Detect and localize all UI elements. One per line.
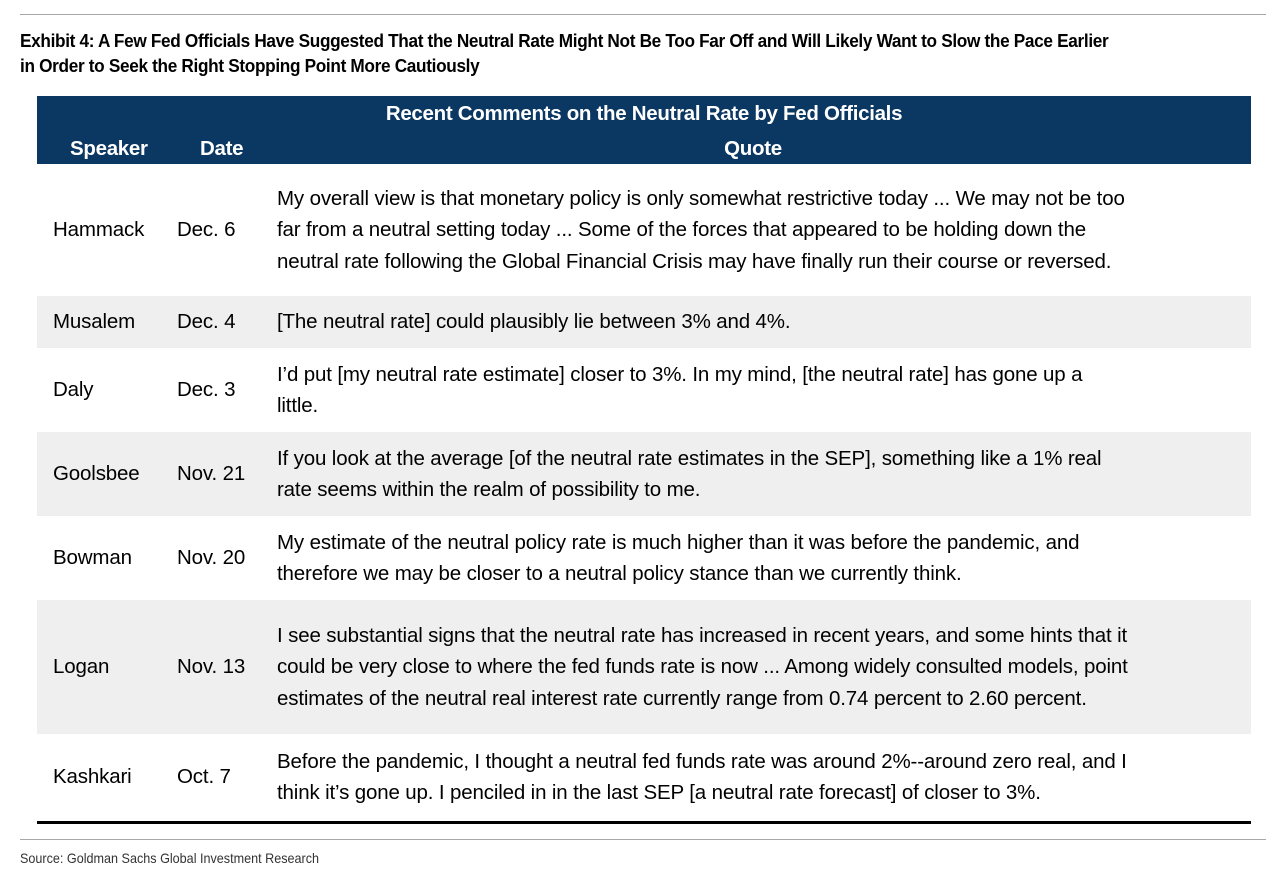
quote-line: Before the pandemic, I thought a neutral fed funds rate was around 2%--around zero real, and I [277, 749, 1127, 773]
quote-cell [277, 734, 1237, 820]
table-row [37, 600, 1251, 734]
quote-line: I’d put [my neutral rate estimate] closer to 3%. In my mind, [the neutral rate] has gone up a [277, 362, 1083, 386]
quote-line: far from a neutral setting today ... Some of the forces that appeared to be holding down the [277, 218, 1086, 242]
quote-line: little. [277, 394, 319, 417]
table-row [37, 164, 1251, 296]
date-cell: Dec. 6 [177, 218, 236, 242]
speaker-cell: Goolsbee [53, 462, 140, 486]
column-header-quote: Quote [724, 137, 782, 160]
quote-line: rate seems within the realm of possibility to me. [277, 478, 701, 501]
exhibit-title-line-1: Exhibit 4: A Few Fed Officials Have Suggested That the Neutral Rate Might Not Be Too Far Off and Will Likely Want to Slow the Pace Earlier [20, 30, 1109, 51]
quote-line: My estimate of the neutral policy rate is much higher than it was before the pandemic, and [277, 530, 1080, 554]
speaker-cell: Daly [53, 378, 94, 402]
exhibit-title [20, 28, 1183, 78]
quote-cell [277, 600, 1237, 734]
speaker-cell: Musalem [53, 310, 136, 334]
quote-cell [277, 164, 1237, 296]
column-header-speaker: Speaker [70, 137, 148, 160]
speaker-cell: Kashkari [53, 765, 132, 789]
exhibit-title-line-2: in Order to Seek the Right Stopping Point More Cautiously [20, 55, 480, 76]
date-cell: Dec. 4 [177, 310, 236, 334]
date-cell: Oct. 7 [177, 765, 231, 789]
quote-line: If you look at the average [of the neutral rate estimates in the SEP], something like a 1% real [277, 446, 1102, 470]
column-header-date: Date [200, 137, 244, 160]
source-divider [20, 839, 1266, 840]
quote-line: My overall view is that monetary policy is only somewhat restrictive today ... We may not be too [277, 186, 1125, 210]
table-row [37, 432, 1251, 516]
top-divider [20, 14, 1266, 15]
table-row [37, 734, 1251, 820]
date-cell: Nov. 13 [177, 655, 246, 679]
table-row [37, 516, 1251, 600]
quote-line: [The neutral rate] could plausibly lie between 3% and 4%. [277, 310, 791, 334]
date-cell: Nov. 21 [177, 462, 246, 486]
quote-line: could be very close to where the fed funds rate is now ... Among widely consulted models, point [277, 655, 1128, 679]
date-cell: Nov. 20 [177, 546, 246, 570]
speaker-cell: Bowman [53, 546, 132, 570]
table-row [37, 348, 1251, 432]
quote-line: therefore we may be closer to a neutral policy stance than we currently think. [277, 562, 962, 585]
speaker-cell: Hammack [53, 218, 145, 242]
quote-line: neutral rate following the Global Financial Crisis may have finally run their course or reversed. [277, 249, 1112, 273]
neutral-rate-comments-table [37, 96, 1251, 820]
quote-line: estimates of the neutral real interest rate currently range from 0.74 percent to 2.60 percent. [277, 686, 1087, 710]
quote-cell [277, 348, 1237, 432]
source-note: Source: Goldman Sachs Global Investment Research [20, 850, 320, 866]
quote-cell [277, 432, 1237, 516]
table-title: Recent Comments on the Neutral Rate by Fed Officials [385, 102, 903, 125]
quote-line: think it’s gone up. I penciled in in the last SEP [a neutral rate forecast] of closer to 3%. [277, 781, 1041, 804]
quote-line: I see substantial signs that the neutral rate has increased in recent years, and some hints that it [277, 623, 1128, 647]
date-cell: Dec. 3 [177, 378, 236, 402]
table-bottom-border [37, 821, 1251, 824]
quote-cell [277, 516, 1237, 600]
table-header [37, 96, 1251, 164]
table-row [37, 296, 1251, 348]
speaker-cell: Logan [53, 655, 110, 679]
quote-cell [277, 296, 1237, 348]
